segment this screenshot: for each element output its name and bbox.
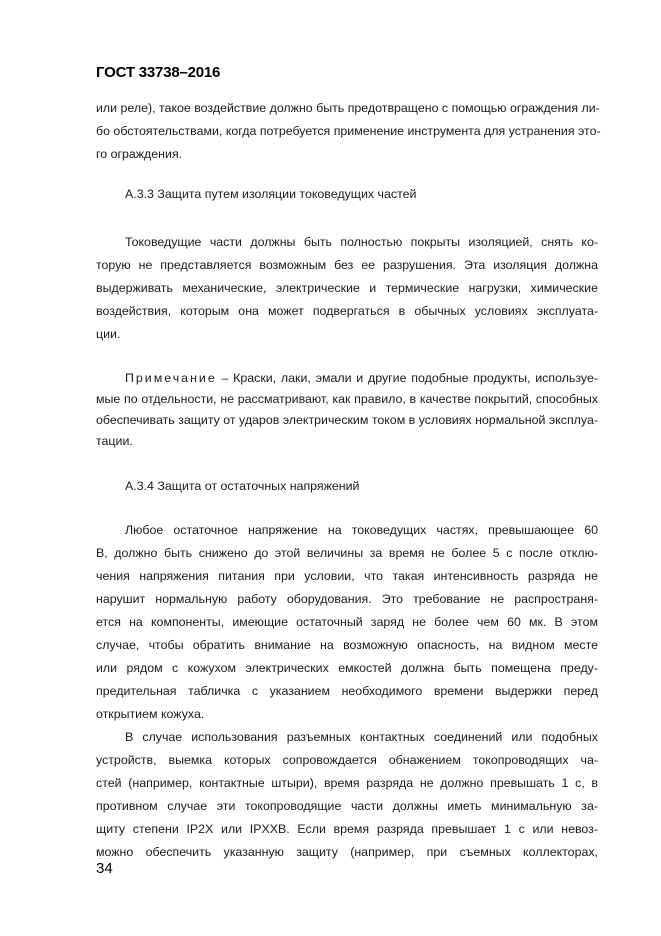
text-line: тации. — [96, 434, 133, 448]
text-line: ции. — [96, 327, 121, 341]
note-label: Примечание — [125, 371, 217, 385]
section-heading: А.3.4 Защита от остаточных напряжений — [125, 479, 360, 493]
text-line: чения напряжения питания при условии, что такая интенсивность разряда не — [96, 569, 598, 583]
text-line: открытием кожуха. — [96, 707, 205, 721]
text-line: щиту степени IP2X или IPXXB. Если время разряда превышает 1 с или невоз- — [96, 822, 598, 836]
text-line: воздействия, которым она может подвергаться в обычных условиях эксплуата- — [96, 304, 598, 318]
text-line: обеспечивать защиту от ударов электрическим током в условиях нормальной эксплуа- — [96, 413, 598, 427]
text-line: ется на компоненты, имеющие остаточный заряд не более чем 60 мк. В этом — [96, 615, 598, 629]
text-line — [125, 369, 598, 387]
text-line: выдерживать механические, электрические и термические нагрузки, химические — [96, 281, 598, 295]
text-line: стей (например, контактные штыри), время разряда не должно превышать 1 с, в — [96, 776, 598, 790]
text-line: мые по отдельности, не рассматривают, как правило, в качестве покрытий, способных — [96, 392, 598, 406]
page-number: 34 — [96, 860, 113, 877]
text-line: предительная табличка с указанием необходимого времени выдержки перед — [96, 684, 598, 698]
text-line: нарушит нормальную работу оборудования. Это требование не распространя- — [96, 592, 598, 606]
section-heading: А.3.3 Защита путем изоляции токоведущих частей — [125, 187, 417, 201]
text-line: противном случае эти токопроводящие части должны иметь минимальную за- — [96, 799, 598, 813]
text-line: го ограждения. — [96, 147, 183, 161]
text-line: Любое остаточное напряжение на токоведущих частях, превышающее 60 — [125, 523, 598, 537]
text-line: устройств, выемка которых сопровождается обнажением токопроводящих ча- — [96, 753, 598, 767]
text-line: или реле), такое воздействие должно быть предотвращено с помощью ограждения ли- — [96, 101, 600, 115]
text-line: Токоведущие части должны быть полностью покрыты изоляцией, снять ко- — [125, 235, 598, 249]
text-line: В, должно быть снижено до этой величины за время не более 5 с после отклю- — [96, 546, 598, 560]
text-line: бо обстоятельствами, когда потребуется применение инструмента для устранения это- — [96, 124, 601, 138]
note-text: – Краски, лаки, эмали и другие подобные продукты, используе- — [216, 371, 598, 385]
text-line: случае, чтобы обратить внимание на возможную опасность, на видном месте — [96, 638, 598, 652]
text-line: В случае использования разъемных контактных соединений или подобных — [125, 730, 598, 744]
text-line: можно обеспечить указанную защиту (например, при съемных коллекторах, — [96, 845, 598, 859]
text-line: торую не представляется возможным без ее разрушения. Эта изоляция должна — [96, 258, 598, 272]
document-header: ГОСТ 33738–2016 — [96, 64, 221, 81]
text-line: или рядом с кожухом электрических емкостей должна быть помещена преду- — [96, 661, 598, 675]
